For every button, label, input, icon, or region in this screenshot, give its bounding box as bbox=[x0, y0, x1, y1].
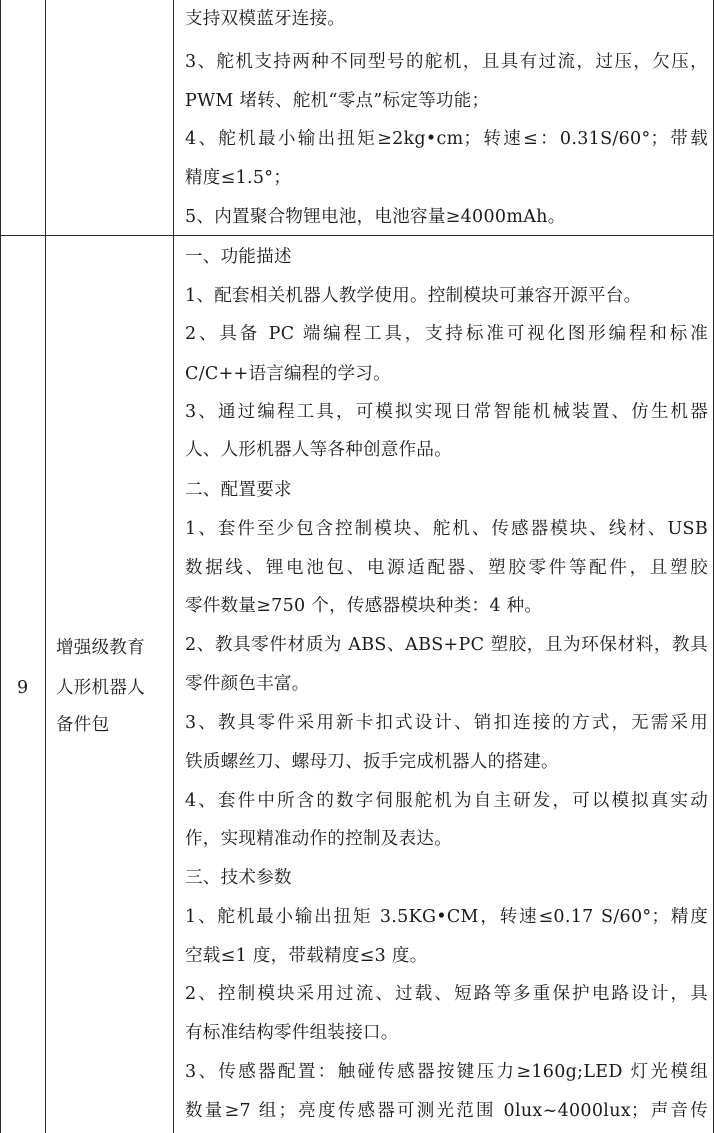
item-name-line: 人形机器人 bbox=[56, 678, 145, 698]
section-heading: 三、技术参数 bbox=[185, 868, 292, 888]
table-border-left bbox=[0, 0, 1, 1133]
text-line: 3、传感器配置：触碰传感器按键压力≥160g;LED 灯光模组 bbox=[185, 1062, 708, 1082]
text-line: 3、教具零件采用新卡扣式设计、销扣连接的方式，无需采用 bbox=[185, 713, 708, 733]
row-number: 9 bbox=[17, 678, 29, 698]
text-line: 2、控制模块采用过流、过载、短路等多重保护电路设计，具 bbox=[185, 984, 708, 1004]
text-line: 人、人形机器人等各种创意作品。 bbox=[185, 440, 452, 460]
text-line: 1、配套相关机器人教学使用。控制模块可兼容开源平台。 bbox=[185, 286, 642, 306]
text-line: 2、教具零件材质为 ABS、ABS+PC 塑胶，且为环保材料，教具 bbox=[185, 635, 708, 655]
table-divider-number bbox=[45, 0, 46, 1133]
text-line: 数量≥7 组；亮度传感器可测光范围 0lux~4000lux；声音传 bbox=[185, 1101, 708, 1121]
text-line: 空载≤1 度，带载精度≤3 度。 bbox=[185, 946, 428, 966]
text-line: PWM 堵转、舵机“零点”标定等功能； bbox=[185, 91, 490, 111]
text-line: 1、套件至少包含控制模块、舵机、传感器模块、线材、USB bbox=[185, 519, 708, 539]
table-divider-name bbox=[173, 0, 174, 1133]
section-heading: 一、功能描述 bbox=[185, 247, 292, 267]
text-line: 有标准结构零件组装接口。 bbox=[185, 1023, 399, 1043]
item-name-line: 增强级教育 bbox=[56, 638, 145, 658]
text-line: 4、套件中所含的数字伺服舵机为自主研发，可以模拟真实动 bbox=[185, 791, 708, 811]
text-line: 3、通过编程工具，可模拟实现日常智能机械装置、仿生机器 bbox=[185, 402, 708, 422]
text-line: 零件颜色丰富。 bbox=[185, 674, 310, 694]
text-line: 精度≤1.5°； bbox=[185, 168, 292, 188]
text-line: 支持双模蓝牙连接。 bbox=[185, 9, 346, 29]
text-line: 零件数量≥750 个，传感器模块种类：4 种。 bbox=[185, 596, 543, 616]
text-line: 4、舵机最小输出扭矩≥2kg•cm；转速≤：0.31S/60°；带载 bbox=[185, 129, 708, 149]
text-line: 1、舵机最小输出扭矩 3.5KG•CM，转速≤0.17 S/60°；精度 bbox=[185, 907, 708, 927]
text-line: 2、具备 PC 端编程工具，支持标准可视化图形编程和标准 bbox=[185, 324, 708, 344]
text-line: 作，实现精准动作的控制及表达。 bbox=[185, 829, 452, 849]
text-line: 数据线、锂电池包、电源适配器、塑胶零件等配件，且塑胶 bbox=[185, 558, 708, 578]
item-name-line: 备件包 bbox=[56, 715, 110, 735]
text-line: 5、内置聚合物锂电池，电池容量≥4000mAh。 bbox=[185, 207, 566, 227]
text-line: 铁质螺丝刀、螺母刀、扳手完成机器人的搭建。 bbox=[185, 752, 559, 772]
row-separator bbox=[0, 235, 714, 236]
text-line: 3、舵机支持两种不同型号的舵机，且具有过流，过压，欠压， bbox=[185, 52, 708, 72]
section-heading: 二、配置要求 bbox=[185, 480, 292, 500]
text-line: C/C++语言编程的学习。 bbox=[185, 364, 391, 384]
